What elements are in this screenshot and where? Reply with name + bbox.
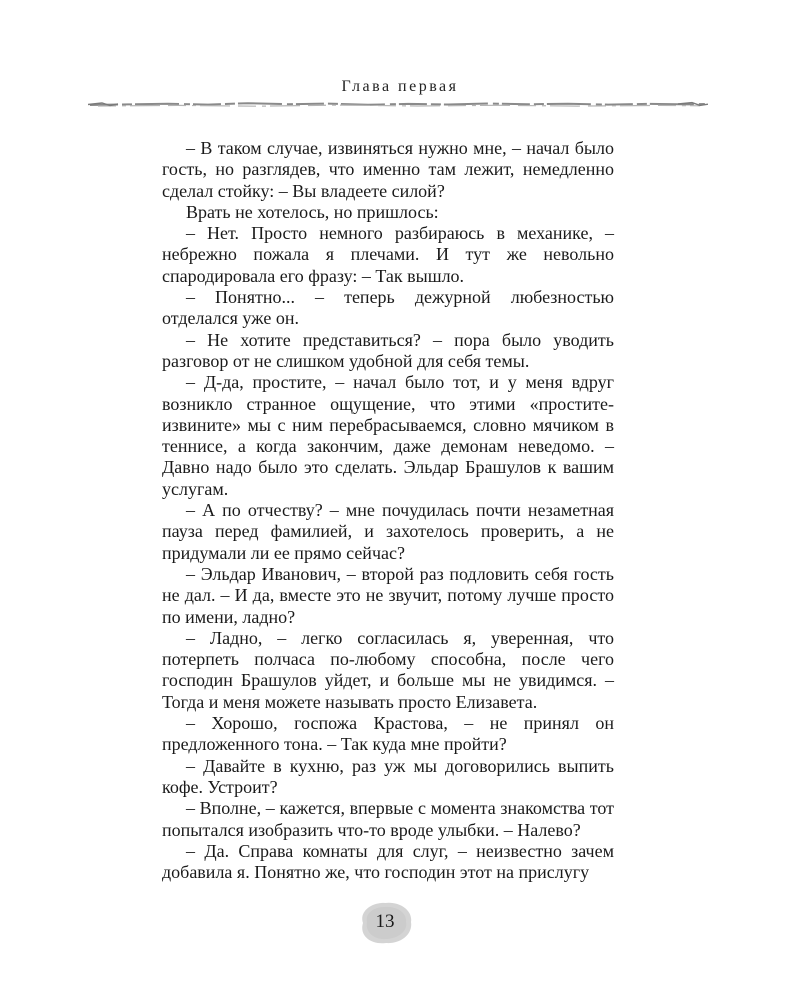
paragraph: – Д-да, простите, – начал было тот, и у меня вдруг возникло странное ощущение, что этими «простите-извините» мы с ним перебрасываемся, словно мячиком в теннисе, а когда закончим, даже демонам неведомо. – Давно надо было это сделать. Эльдар Брашулов к вашим услугам. <box>162 372 614 499</box>
header-divider <box>88 96 708 110</box>
paragraph: – Вполне, – кажется, впервые с момента знакомства тот попытался изобразить что-то вроде улыбки. – Налево? <box>162 798 614 840</box>
paragraph: – Понятно... – теперь дежурной любезностью отделался уже он. <box>162 287 614 329</box>
paragraph: – Нет. Просто немного разбираюсь в механике, – небрежно пожала я плечами. И тут же невольно спародировала его фразу: – Так вышло. <box>162 223 614 286</box>
paragraph: – Давайте в кухню, раз уж мы договорились выпить кофе. Устроит? <box>162 755 614 797</box>
paragraph: – А по отчеству? – мне почудилась почти незаметная пауза перед фамилией, и захотелось проверить, а не придумали ли ее прямо сейчас? <box>162 500 614 563</box>
chapter-header: Глава первая <box>341 78 459 95</box>
paragraph: – Да. Справа комнаты для слуг, – неизвестно зачем добавила я. Понятно же, что господин этот на прислугу <box>162 840 614 883</box>
page-number-badge <box>353 898 417 948</box>
page-number: 13 <box>375 911 395 932</box>
body-text <box>162 138 614 883</box>
paragraph: – Ладно, – легко согласилась я, уверенная, что потерпеть полчаса по-любому способна, после чего господин Брашулов уйдет, и больше мы не увидимся. – Тогда и меня можете называть просто Елизавета. <box>162 627 614 712</box>
paragraph: – Не хотите представиться? – пора было уводить разговор от не слишком удобной для себя темы. <box>162 329 614 371</box>
paragraph: – В таком случае, извиняться нужно мне, – начал было гость, но разглядев, что именно там лежит, немедленно сделал стойку: – Вы владеете силой? <box>162 138 614 201</box>
paragraph: Врать не хотелось, но пришлось: <box>186 201 439 222</box>
paragraph: – Хорошо, госпожа Крастова, – не принял он предложенного тона. – Так куда мне пройти? <box>162 713 614 755</box>
paragraph: – Эльдар Иванович, – второй раз подловить себя гость не дал. – И да, вместе это не звучит, потому лучше просто по имени, ладно? <box>162 563 614 627</box>
